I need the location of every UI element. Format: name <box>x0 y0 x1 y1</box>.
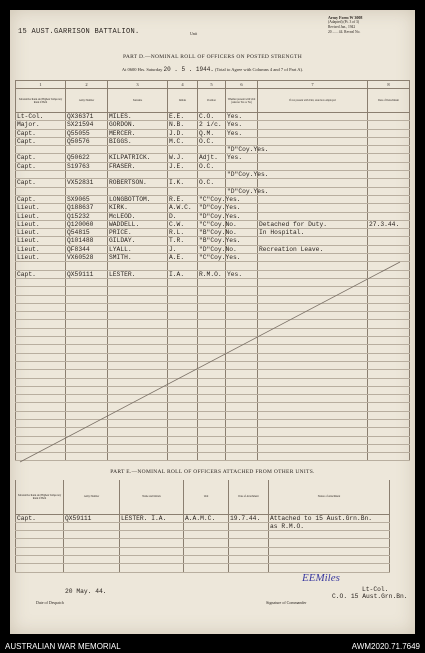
form-adapted: (Adapted) (Pt. 3 of 3) <box>328 20 360 24</box>
unit-label: Unit <box>190 31 198 36</box>
column-number: 6 <box>226 81 258 89</box>
column-header: Name and Initials <box>120 480 184 514</box>
attached-cell: QX59111 <box>64 514 120 522</box>
blank-cell <box>229 531 269 539</box>
roll-cell: Q.M. <box>198 129 226 137</box>
roll-cell: SX21594 <box>66 121 108 129</box>
roll-cell: VX60528 <box>66 254 108 262</box>
roll-cell: LESTER. <box>108 270 168 278</box>
roll-cell: Q101488 <box>66 237 108 245</box>
column-header: Date of Detachment <box>368 89 410 113</box>
roll-cell: S19763 <box>66 162 108 170</box>
roll-cell: GILDAY. <box>108 237 168 245</box>
column-header: Initials <box>168 89 198 113</box>
roll-cell: "D"Coy.Yes. <box>199 212 241 220</box>
roll-cell: Q54815 <box>66 229 108 237</box>
blank-cell <box>269 531 390 539</box>
roll-cell: W.J. <box>168 154 198 162</box>
column-header: Position <box>198 89 226 113</box>
roll-cell: GORDON. <box>108 121 168 129</box>
roll-cell: Lieut. <box>16 254 66 262</box>
attached-cell <box>120 522 184 530</box>
roll-cell: Capt. <box>16 137 66 145</box>
blank-row <box>16 547 390 555</box>
blank-cell <box>269 539 390 547</box>
column-number: 2 <box>66 81 108 89</box>
roll-cell: ROBERTSON. <box>108 179 168 187</box>
roll-cell: Yes. <box>226 121 258 129</box>
roll-cell: Adjt. <box>198 154 226 162</box>
attached-officer-row <box>16 522 390 530</box>
form-revised: Revised Jan., 1942 <box>328 25 356 29</box>
column-number: 1 <box>16 81 66 89</box>
roll-cell: VX52831 <box>66 179 108 187</box>
attached-officer-row <box>16 514 390 522</box>
form-number: Army Form W 3008 <box>328 15 363 20</box>
blank-cell <box>64 547 120 555</box>
column-header: Surname <box>108 89 168 113</box>
signer-title: C.O. 15 Aust.Grn.Bn. <box>332 593 408 600</box>
blank-cell <box>269 547 390 555</box>
despatch-label: Date of Despatch <box>36 600 64 605</box>
roll-cell: KIRK. <box>108 204 168 212</box>
signer-rank: Lt-Col. <box>362 586 389 593</box>
roll-cell: Q15232 <box>66 212 108 220</box>
column-header: Army Number <box>66 89 108 113</box>
roll-cell: Capt. <box>16 129 66 137</box>
roll-cell: "D"Coy.No. <box>199 245 237 253</box>
roll-cell: O.C. <box>198 179 226 187</box>
roll-cell: Q50622 <box>66 154 108 162</box>
roll-cell: N.B. <box>168 121 198 129</box>
blank-cell <box>120 555 184 563</box>
roll-cell: "B"Coy.Yes. <box>199 237 241 245</box>
roll-cell: A.E. <box>168 254 198 262</box>
attached-cell: Attached to 15 Aust.Grn.Bn. <box>269 514 390 522</box>
column-header: Unit <box>184 480 229 514</box>
attached-cell: LESTER. I.A. <box>120 514 184 522</box>
roll-cell: 27.3.44. <box>368 220 410 228</box>
roll-cell: Yes. <box>226 113 258 121</box>
blank-cell <box>120 564 184 572</box>
roll-cell: BIGGS. <box>108 137 168 145</box>
roll-cell: KILPATRICK. <box>108 154 168 162</box>
attached-cell <box>229 522 269 530</box>
column-header: Nature of Attachment <box>269 480 390 514</box>
column-header: Date of Attachment <box>229 480 269 514</box>
roll-cell: Capt. <box>16 154 66 162</box>
blank-cell <box>269 555 390 563</box>
roll-cell: C.O. <box>198 113 226 121</box>
roll-cell: Recreation Leave. <box>258 245 368 253</box>
roll-cell: SX9065 <box>66 195 108 203</box>
roll-cell: FRASER. <box>108 162 168 170</box>
signature-label: Signature of Commander <box>266 600 307 605</box>
attached-cell <box>64 522 120 530</box>
blank-cell <box>64 564 120 572</box>
roll-cell: "C"Coy.Yes. <box>199 195 241 203</box>
roll-cell: QF8344 <box>66 245 108 253</box>
blank-cell <box>229 539 269 547</box>
roll-cell: J. <box>168 245 198 253</box>
roll-cell: O.C. <box>198 137 226 145</box>
roll-cell: QX59111 <box>66 270 108 278</box>
roll-cell: Q50576 <box>66 137 108 145</box>
roll-cell: J.E. <box>168 162 198 170</box>
blank-cell <box>16 547 64 555</box>
roll-cell: "D"Coy.Yes. <box>227 146 269 154</box>
document-page <box>10 10 415 634</box>
roll-cell: Yes. <box>226 270 258 278</box>
roll-cell: E.E. <box>168 113 198 121</box>
roll-cell: M.C. <box>168 137 198 145</box>
roll-cell: LONGBOTTOM. <box>108 195 168 203</box>
part-e-title: PART E.—NOMINAL ROLL OF OFFICERS ATTACHED FROM OTHER UNITS. <box>110 469 315 475</box>
column-header: Substantive Rank and Highest Temporary Rank if Held <box>16 480 64 514</box>
roll-cell: Capt. <box>16 179 66 187</box>
roll-cell: Lieut. <box>16 229 66 237</box>
roll-cell: SMITH. <box>108 254 168 262</box>
roll-cell: "C"Coy.No. <box>199 220 237 228</box>
part-e-table <box>15 480 390 573</box>
roll-cell: "D"Coy.Yes. <box>199 204 241 212</box>
blank-cell <box>16 531 64 539</box>
roll-cell: Lieut. <box>16 220 66 228</box>
roll-cell: Lt-Col. <box>16 113 66 121</box>
unit-name: 15 AUST.GARRISON BATTALION. <box>18 28 140 36</box>
column-number: 7 <box>258 81 368 89</box>
despatch-date: 20 May. 44. <box>65 588 107 595</box>
blank-cell <box>16 539 64 547</box>
roll-cell: "C"Coy.Yes. <box>199 254 241 262</box>
attached-cell: 19.7.44. <box>229 514 269 522</box>
roll-cell: 2 i/c. <box>198 121 226 129</box>
roll-cell: MERCER. <box>108 129 168 137</box>
blank-cell <box>269 564 390 572</box>
roll-cell: Yes. <box>226 129 258 137</box>
roll-cell: A.W.C. <box>168 204 198 212</box>
column-number: 3 <box>108 81 168 89</box>
roll-cell: C.W. <box>168 220 198 228</box>
roll-cell: Q188637 <box>66 204 108 212</box>
roll-cell: WADDELL. <box>108 220 168 228</box>
roll-cell: Capt. <box>16 162 66 170</box>
column-header: Substantive Rank and Highest Temporary Rank if Held <box>16 89 66 113</box>
blank-cell <box>184 555 229 563</box>
archive-id: AWM2020.71.7649 <box>351 642 420 651</box>
column-header: Whether present with Unit (Answer Yes or No) <box>226 89 258 113</box>
blank-cell <box>16 564 64 572</box>
roll-cell: Q120060 <box>66 220 108 228</box>
archive-name: AUSTRALIAN WAR MEMORIAL <box>5 642 121 651</box>
blank-cell <box>229 564 269 572</box>
column-header: Army Number <box>64 480 120 514</box>
roll-cell: "D"Coy.Yes. <box>227 171 269 179</box>
blank-row <box>16 564 390 572</box>
archive-bar <box>0 640 425 653</box>
blank-cell <box>120 539 184 547</box>
blank-cell <box>64 539 120 547</box>
at-line-date: 20 . 5 . 1944. <box>163 66 214 73</box>
column-number: 5 <box>198 81 226 89</box>
blank-cell <box>64 531 120 539</box>
roll-cell: LYALL. <box>108 245 168 253</box>
blank-cell <box>229 547 269 555</box>
blank-cell <box>120 531 184 539</box>
blank-cell <box>16 555 64 563</box>
roll-cell: MILES. <box>108 113 168 121</box>
attached-cell: A.A.M.C. <box>184 514 229 522</box>
roll-cell: In Hospital. <box>258 229 368 237</box>
roll-cell: QX36371 <box>66 113 108 121</box>
attached-cell <box>16 522 64 530</box>
roll-cell: D. <box>168 212 198 220</box>
roll-cell: O.C. <box>198 162 226 170</box>
roll-cell: J.D. <box>168 129 198 137</box>
roll-cell: Capt. <box>16 195 66 203</box>
column-number: 8 <box>368 81 410 89</box>
roll-cell: R.E. <box>168 195 198 203</box>
form-serial: 20 ...... 44. Reveal No. <box>328 30 361 34</box>
roll-cell: Lieut. <box>16 237 66 245</box>
blank-cell <box>184 547 229 555</box>
roll-cell: McLEOD. <box>108 212 168 220</box>
roll-cell: I.K. <box>168 179 198 187</box>
roll-cell: Q55055 <box>66 129 108 137</box>
roll-cell: R.M.O. <box>198 270 226 278</box>
blank-cell <box>64 555 120 563</box>
roll-cell: Lieut. <box>16 204 66 212</box>
blank-row <box>16 539 390 547</box>
at-line-prefix: At 0600 Hrs. Saturday <box>121 67 163 72</box>
blank-cell <box>184 539 229 547</box>
column-number: 4 <box>168 81 198 89</box>
roll-cell: T.R. <box>168 237 198 245</box>
roll-cell: R.L. <box>168 229 198 237</box>
attached-cell: as R.M.O. <box>269 522 390 530</box>
roll-cell: Detached for Duty. <box>258 220 368 228</box>
blank-row <box>16 531 390 539</box>
column-header: If not present with Unit, state how employed <box>258 89 368 113</box>
roll-cell: PRICE. <box>108 229 168 237</box>
roll-cell: Lieut. <box>16 212 66 220</box>
roll-cell: I.A. <box>168 270 198 278</box>
blank-cell <box>184 564 229 572</box>
roll-cell: Capt. <box>16 270 66 278</box>
blank-cell <box>229 555 269 563</box>
blank-cell <box>184 531 229 539</box>
roll-cell: Yes. <box>226 154 258 162</box>
commander-signature: EEMiles <box>302 572 340 584</box>
roll-cell: "D"Coy.Yes. <box>227 187 269 195</box>
at-line-suffix: (Total to Agree with Columns 4 and 7 of Part A). <box>215 67 304 72</box>
roll-cell: Major. <box>16 121 66 129</box>
part-d-title: PART D.—NOMINAL ROLL OF OFFICERS ON POSTED STRENGTH <box>123 54 302 60</box>
blank-row <box>16 555 390 563</box>
blank-cell <box>120 547 184 555</box>
roll-cell: "B"Coy.No. <box>199 229 237 237</box>
attached-cell: Capt. <box>16 514 64 522</box>
attached-cell <box>184 522 229 530</box>
roll-cell: Lieut. <box>16 245 66 253</box>
